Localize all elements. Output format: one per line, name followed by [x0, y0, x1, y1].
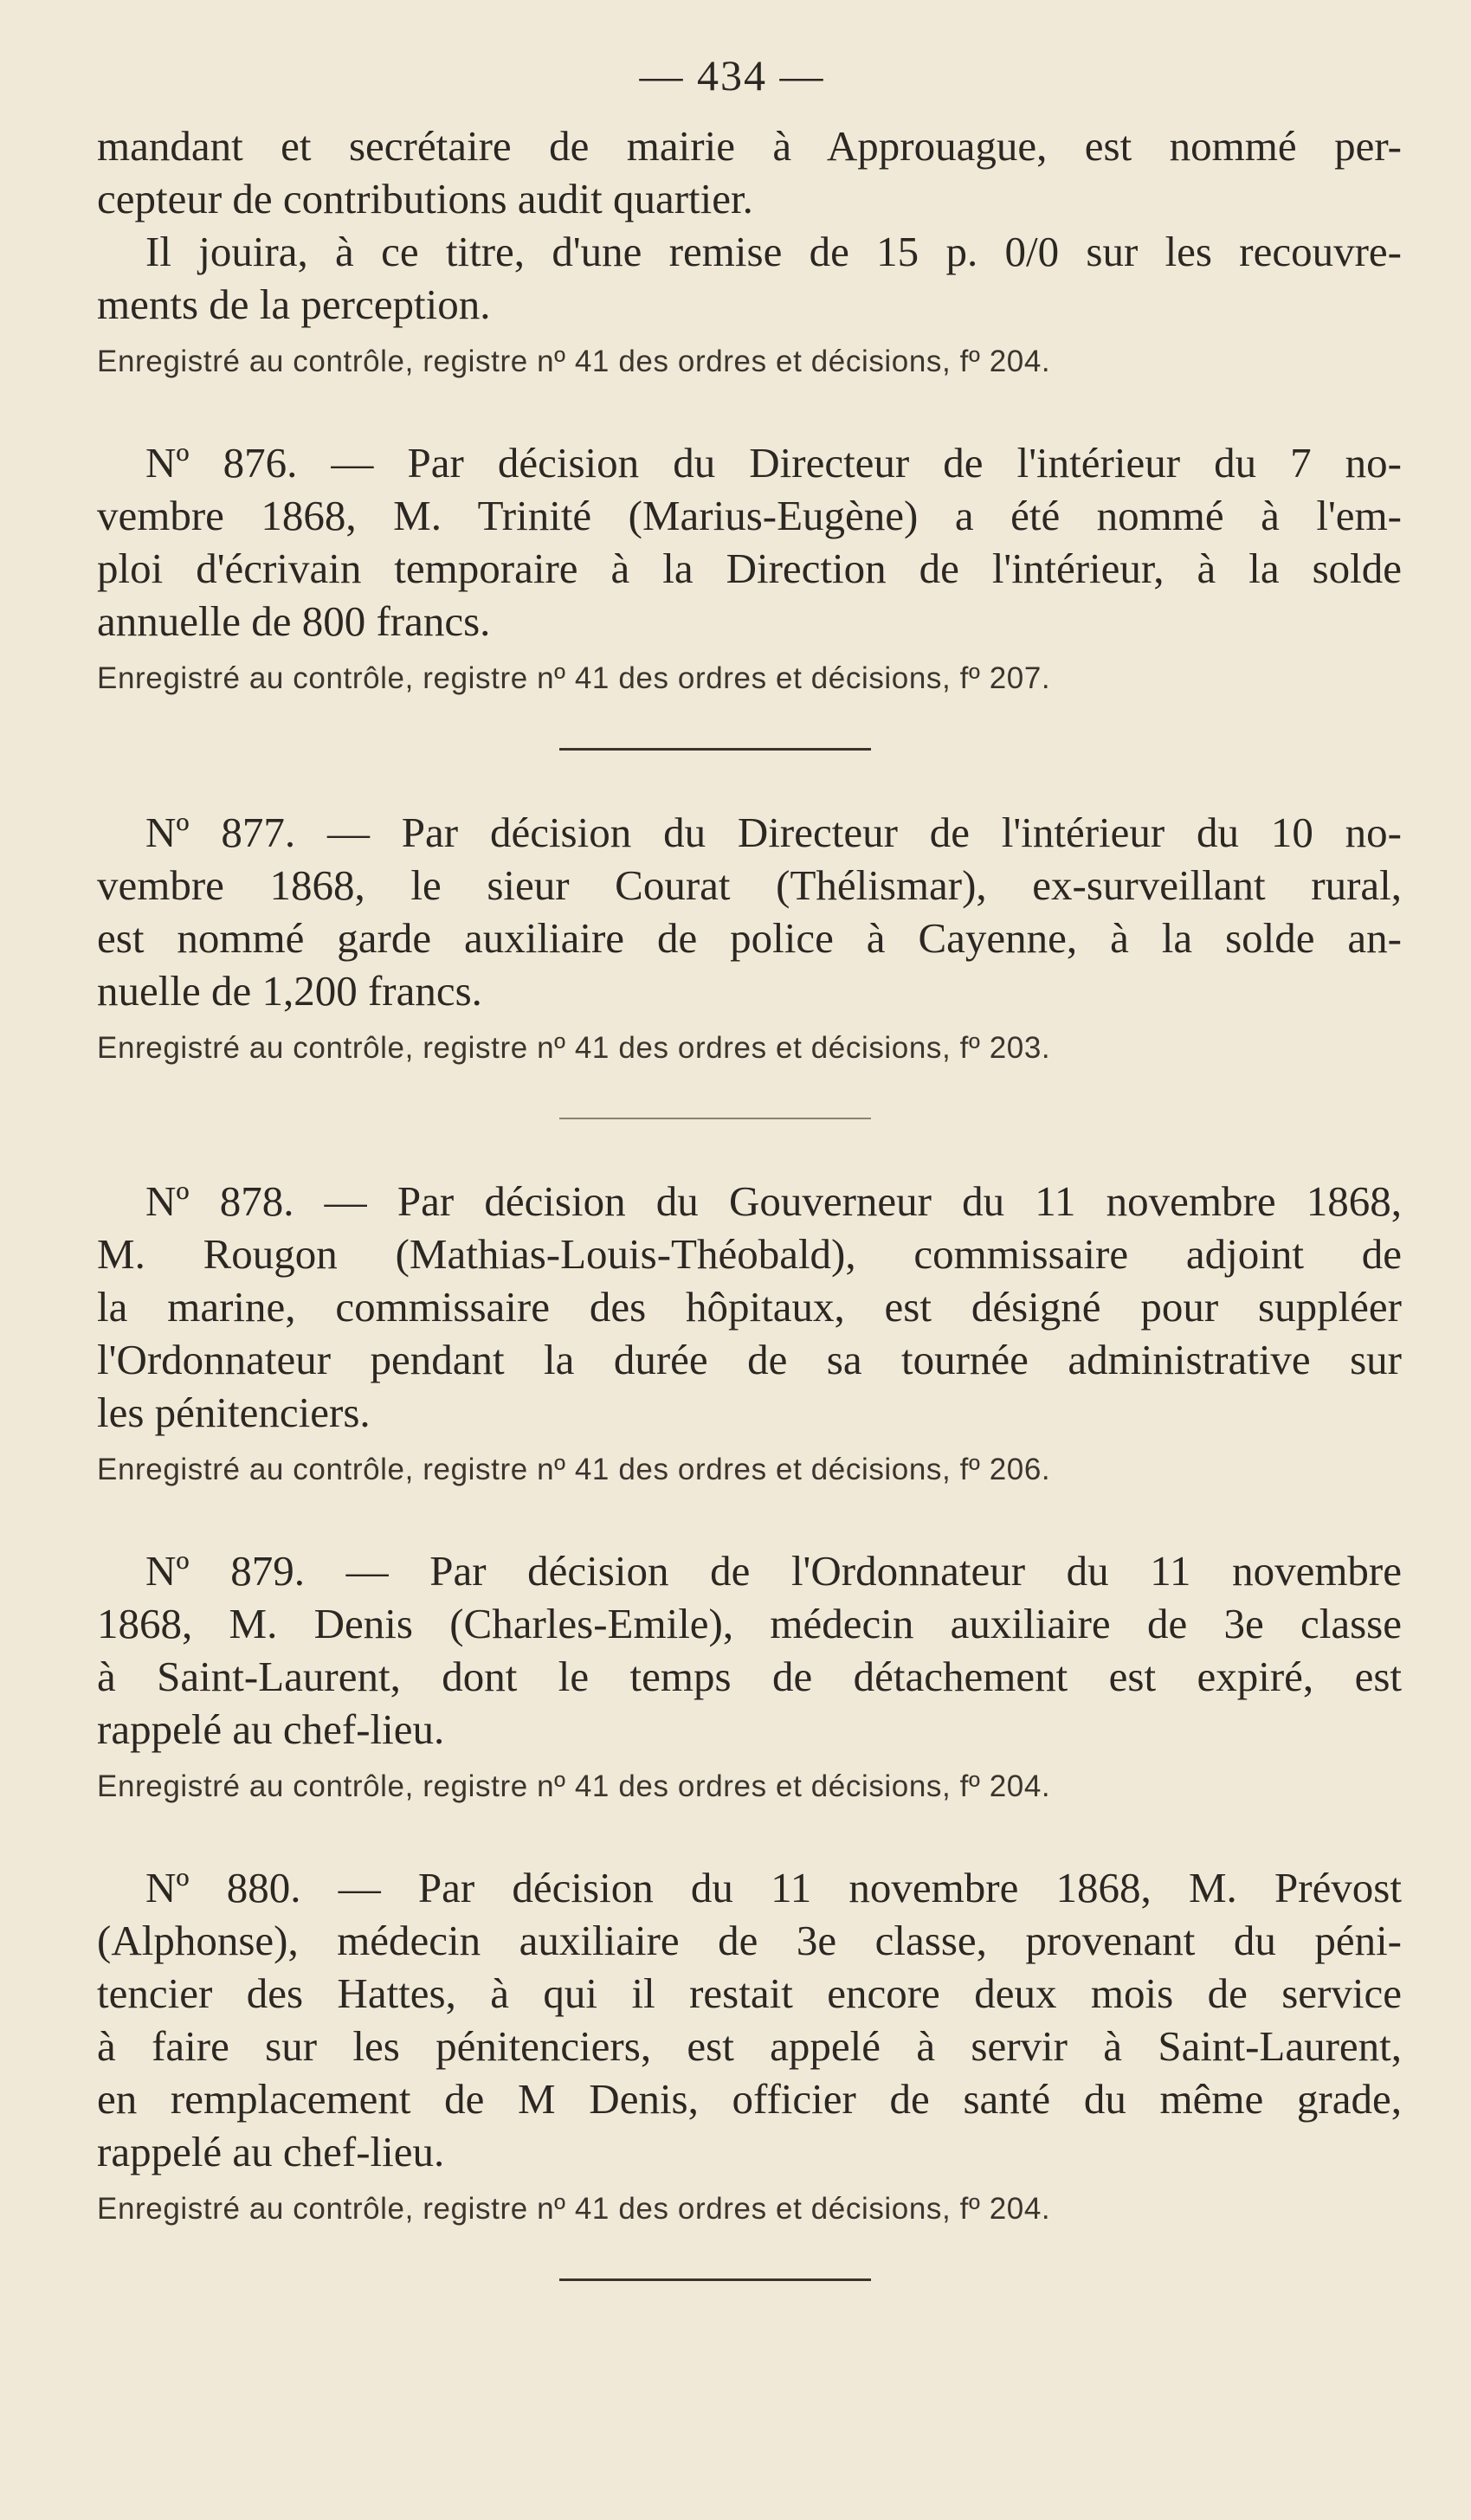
section-divider [559, 1118, 871, 1119]
continuation-block [97, 119, 1402, 381]
text-line: (Alphonse), médecin auxiliaire de 3e classe, provenant du péni- [97, 1917, 1402, 1964]
entry-880 [97, 1861, 1402, 2228]
registration-note: Enregistré au contrôle, registre nº 41 des ordres et décisions, fº 207. [97, 661, 1051, 695]
text-line: les pénitenciers. [97, 1389, 371, 1436]
text-line: rappelé au chef-lieu. [97, 1705, 445, 1753]
text-line: annuelle de 800 francs. [97, 597, 491, 645]
entry-paragraph [97, 1175, 1402, 1439]
text-line: tencier des Hattes, à qui il restait encore deux mois de service [97, 1969, 1402, 2017]
entry-876 [97, 436, 1402, 698]
entry-879 [97, 1544, 1402, 1806]
page-number: — 434 — [639, 51, 825, 100]
entry-paragraph [97, 1544, 1402, 1756]
registration-note: Enregistré au contrôle, registre nº 41 des ordres et décisions, fº 204. [97, 2192, 1051, 2226]
text-line: la marine, commissaire des hôpitaux, est désigné pour suppléer [97, 1283, 1402, 1331]
text-line: à Saint-Laurent, dont le temps de détachement est expiré, est [97, 1653, 1402, 1700]
registration-note: Enregistré au contrôle, registre nº 41 des ordres et décisions, fº 204. [97, 1769, 1051, 1803]
registration-note: Enregistré au contrôle, registre nº 41 des ordres et décisions, fº 204. [97, 345, 1051, 378]
text-line: en remplacement de M Denis, officier de santé du même grade, [97, 2075, 1402, 2123]
text-line: Nº 876. — Par décision du Directeur de l'intérieur du 7 no- [145, 439, 1402, 487]
text-line: Nº 877. — Par décision du Directeur de l'intérieur du 10 no- [145, 809, 1402, 856]
text-line: Nº 880. — Par décision du 11 novembre 1868, M. Prévost [145, 1864, 1402, 1911]
entry-paragraph [97, 436, 1402, 648]
entry-877 [97, 806, 1402, 1067]
entry-paragraph [97, 1861, 1402, 2178]
text-line: l'Ordonnateur pendant la durée de sa tournée administrative sur [97, 1336, 1402, 1383]
section-divider [559, 748, 871, 751]
text-line: Nº 879. — Par décision de l'Ordonnateur du 11 novembre [145, 1547, 1402, 1595]
text-line: Nº 878. — Par décision du Gouverneur du 11 novembre 1868, [145, 1177, 1402, 1225]
continuation-paragraph [97, 119, 1402, 331]
registration-note: Enregistré au contrôle, registre nº 41 des ordres et décisions, fº 206. [97, 1453, 1051, 1486]
text-line: ments de la perception. [97, 280, 491, 328]
text-line: ploi d'écrivain temporaire à la Direction de l'intérieur, à la solde [97, 545, 1402, 592]
text-line: à faire sur les pénitenciers, est appelé à servir à Saint-Laurent, [97, 2022, 1402, 2070]
text-line: nuelle de 1,200 francs. [97, 967, 482, 1015]
text-line: Il jouira, à ce titre, d'une remise de 15 p. 0/0 sur les recouvre- [145, 228, 1402, 275]
text-line: rappelé au chef-lieu. [97, 2128, 445, 2175]
section-divider [559, 2278, 871, 2281]
text-line: cepteur de contributions audit quartier. [97, 175, 753, 222]
text-line: est nommé garde auxiliaire de police à Cayenne, à la solde an- [97, 914, 1402, 962]
text-line: 1868, M. Denis (Charles-Emile), médecin auxiliaire de 3e classe [97, 1600, 1402, 1647]
registration-note: Enregistré au contrôle, registre nº 41 des ordres et décisions, fº 203. [97, 1031, 1051, 1065]
entry-paragraph [97, 806, 1402, 1017]
text-line: mandant et secrétaire de mairie à Approuague, est nommé per- [97, 122, 1402, 170]
text-line: vembre 1868, le sieur Courat (Thélismar), ex-surveillant rural, [97, 861, 1402, 909]
entry-878 [97, 1175, 1402, 1489]
text-line: M. Rougon (Mathias-Louis-Théobald), commissaire adjoint de [97, 1230, 1402, 1278]
text-line: vembre 1868, M. Trinité (Marius-Eugène) a été nommé à l'em- [97, 492, 1402, 539]
